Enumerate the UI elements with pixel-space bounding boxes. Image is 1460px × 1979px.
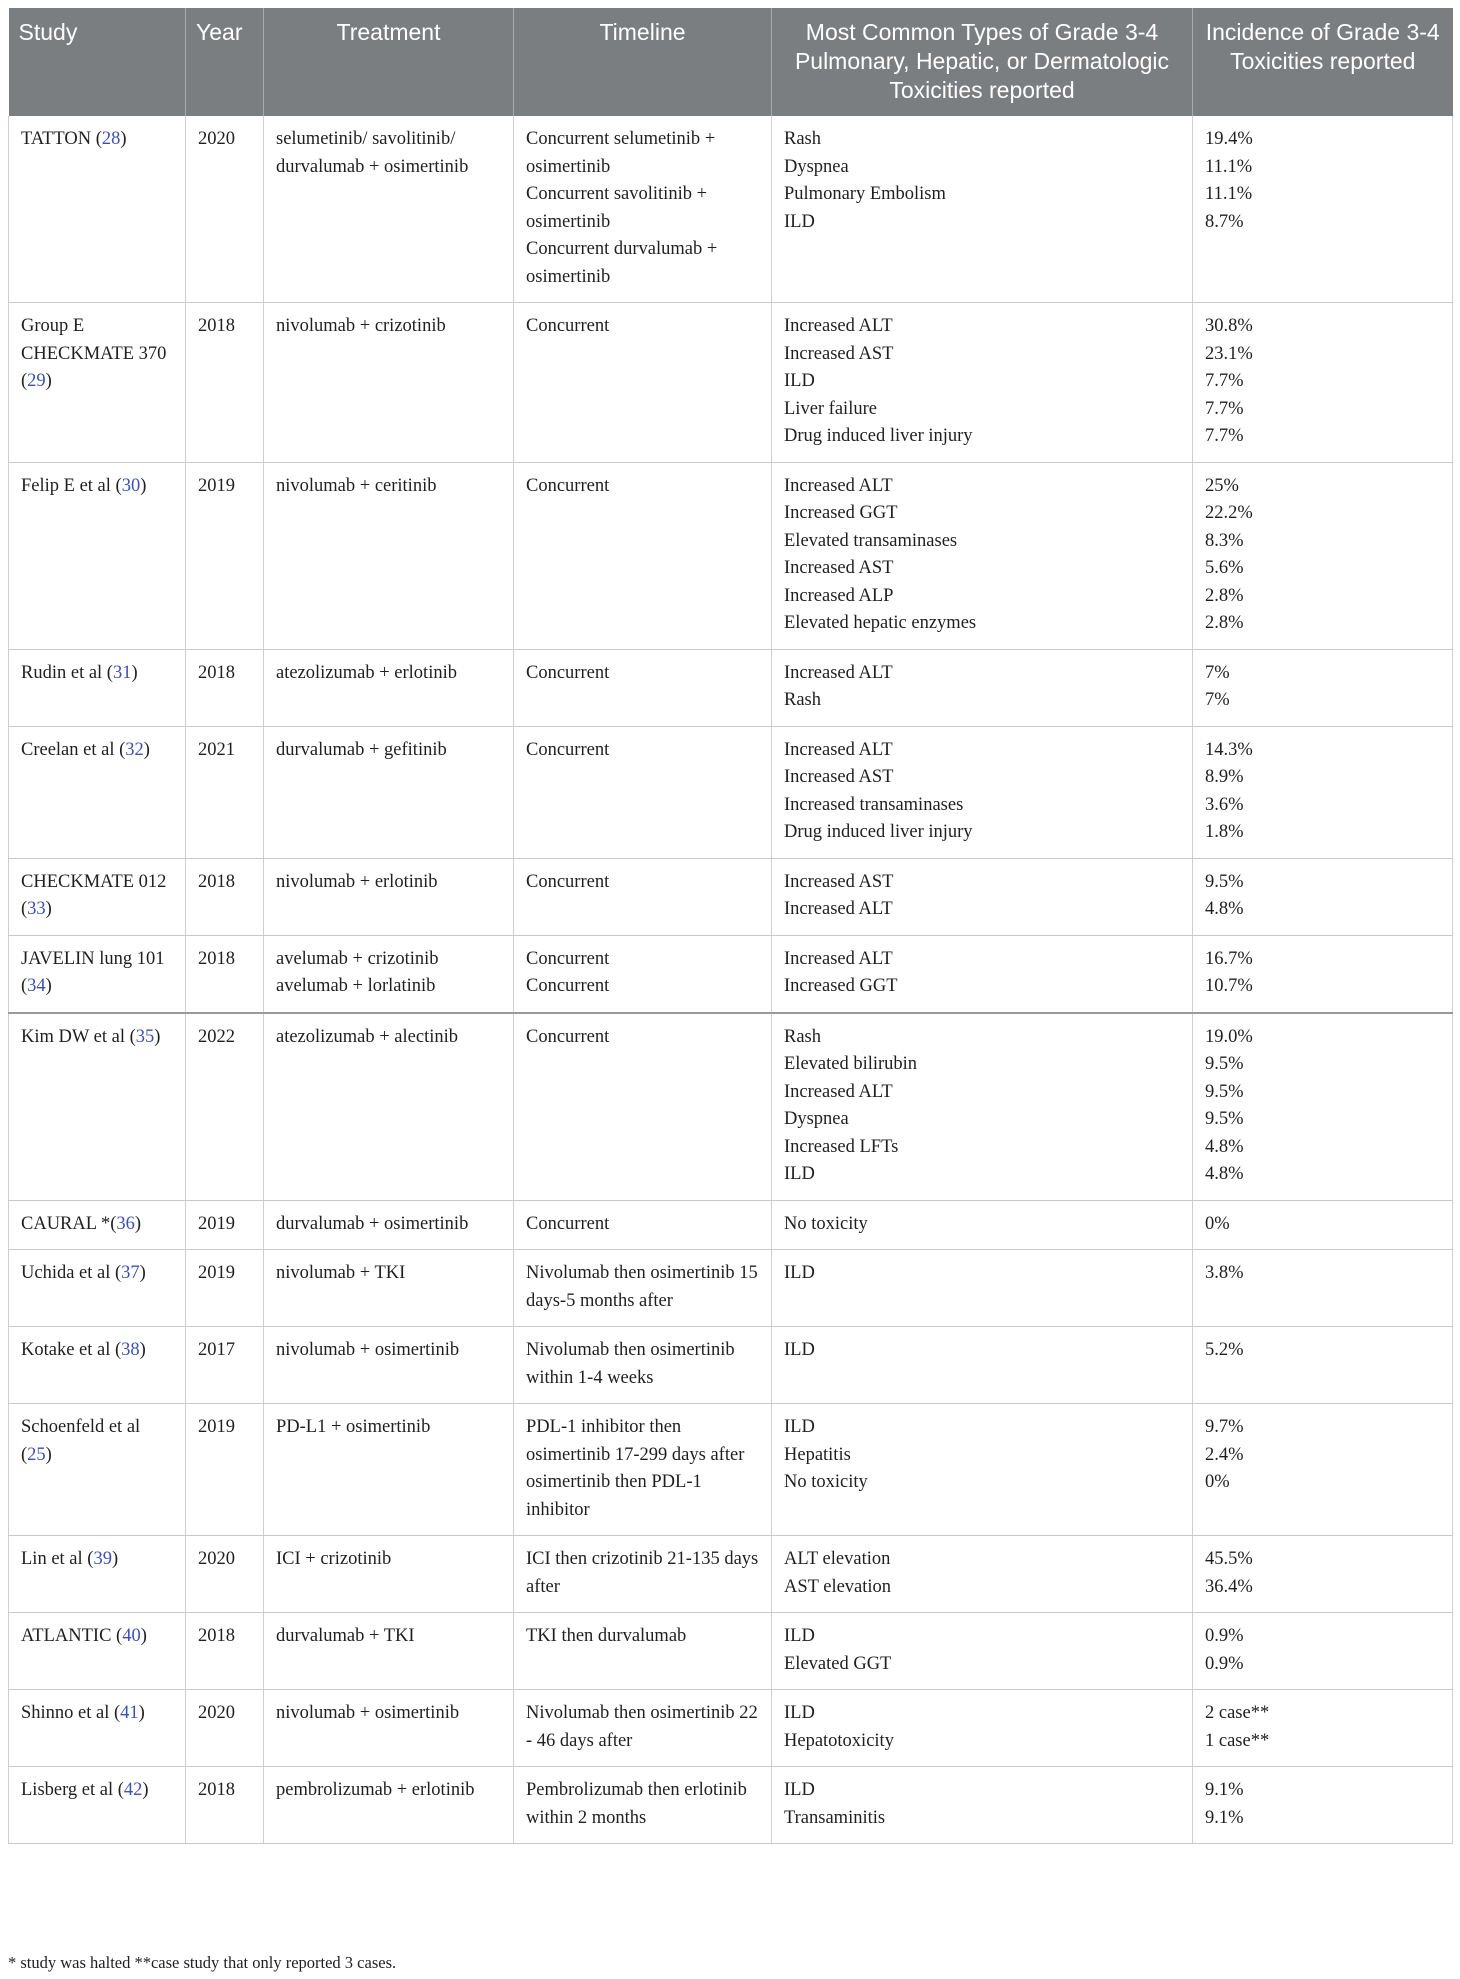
cell-study	[9, 649, 186, 726]
cell-incidence	[1193, 1767, 1453, 1844]
cell-timeline	[514, 858, 772, 935]
study-name: Felip E et al (	[21, 475, 122, 496]
incidence-line: 8.3%	[1205, 530, 1244, 551]
incidence-line: 9.5%	[1205, 1081, 1244, 1102]
reference-link[interactable]: 33	[27, 899, 46, 919]
incidence-line: 3.8%	[1205, 1263, 1244, 1283]
table-row	[9, 1404, 1453, 1536]
timeline-line: Concurrent selumetinib + osimertinib	[526, 129, 716, 177]
cell-study	[9, 116, 186, 303]
cell-treatment	[264, 1200, 514, 1250]
cell-study	[9, 462, 186, 649]
incidence-line: 5.2%	[1205, 1340, 1244, 1360]
incidence-line: 30.8%	[1205, 316, 1253, 336]
incidence-line: 4.8%	[1205, 1136, 1244, 1157]
types-line: Rash	[784, 129, 821, 149]
incidence-line: 4.8%	[1205, 899, 1244, 919]
study-name-close: )	[140, 475, 147, 496]
treatment-line: PD-L1 + osimertinib	[276, 1417, 431, 1437]
types-line: Increased transaminases	[784, 794, 964, 815]
incidence-line: 25%	[1205, 475, 1239, 496]
header-study: Study	[9, 8, 186, 116]
cell-study	[9, 1327, 186, 1404]
treatment-line: durvalumab + gefitinib	[276, 739, 447, 760]
timeline-line: Concurrent	[526, 1026, 610, 1047]
cell-incidence	[1193, 303, 1453, 463]
types-line: No toxicity	[784, 1213, 868, 1234]
cell-timeline	[514, 1536, 772, 1613]
treatment-line: avelumab + lorlatinib	[276, 976, 436, 996]
cell-types	[772, 1767, 1193, 1844]
treatment-line: nivolumab + crizotinib	[276, 316, 446, 336]
types-line: Hepatotoxicity	[784, 1730, 894, 1751]
types-line: Transaminitis	[784, 1807, 886, 1828]
cell-incidence	[1193, 1250, 1453, 1327]
study-name-close: )	[45, 371, 52, 391]
cell-types	[772, 726, 1193, 858]
treatment-line: nivolumab + osimertinib	[276, 1703, 460, 1723]
types-line: Liver failure	[784, 398, 877, 419]
reference-link[interactable]: 34	[27, 976, 46, 996]
cell-treatment	[264, 1327, 514, 1404]
treatment-line: nivolumab + TKI	[276, 1263, 406, 1283]
cell-year: 2018	[186, 649, 264, 726]
treatment-line: pembrolizumab + erlotinib	[276, 1780, 475, 1800]
cell-types	[772, 303, 1193, 463]
study-name: Creelan et al (	[21, 739, 126, 760]
timeline-line: osimertinib then PDL-1 inhibitor	[526, 1472, 702, 1520]
cell-timeline	[514, 1613, 772, 1690]
timeline-line: PDL-1 inhibitor then osimertinib 17-299 days after	[526, 1417, 745, 1465]
cell-year: 2018	[186, 1767, 264, 1844]
study-name-close: )	[143, 739, 150, 760]
reference-link[interactable]: 35	[135, 1026, 155, 1047]
study-name: Shinno et al (	[21, 1703, 121, 1723]
cell-treatment	[264, 858, 514, 935]
toxicity-table-container	[8, 8, 1452, 1844]
cell-study	[9, 858, 186, 935]
reference-link[interactable]: 40	[122, 1626, 141, 1646]
cell-incidence	[1193, 1327, 1453, 1404]
incidence-line: 9.1%	[1205, 1780, 1244, 1800]
incidence-line: 36.4%	[1205, 1576, 1253, 1597]
types-line: Increased ALT	[784, 1081, 893, 1102]
cell-incidence	[1193, 935, 1453, 1013]
timeline-line: Pembrolizumab then erlotinib within 2 months	[526, 1780, 747, 1828]
study-name: Schoenfeld et al (	[21, 1417, 141, 1465]
cell-types	[772, 1327, 1193, 1404]
header-treatment: Treatment	[264, 8, 514, 116]
table-row	[9, 1200, 1453, 1250]
types-line: AST elevation	[784, 1576, 892, 1597]
header-row	[9, 8, 1453, 116]
treatment-line: avelumab + crizotinib	[276, 948, 439, 969]
cell-treatment	[264, 1767, 514, 1844]
cell-year: 2020	[186, 1690, 264, 1767]
treatment-line: atezolizumab + erlotinib	[276, 662, 457, 683]
cell-incidence	[1193, 726, 1453, 858]
cell-treatment	[264, 116, 514, 303]
cell-year: 2020	[186, 1536, 264, 1613]
study-name-close: )	[131, 662, 138, 683]
types-line: Increased ALT	[784, 739, 893, 760]
cell-types	[772, 116, 1193, 303]
types-line: ILD	[784, 211, 815, 232]
table-row	[9, 1250, 1453, 1327]
cell-timeline	[514, 1327, 772, 1404]
incidence-line: 1.8%	[1205, 822, 1244, 842]
cell-timeline	[514, 116, 772, 303]
cell-incidence	[1193, 1613, 1453, 1690]
incidence-line: 2 case**	[1205, 1703, 1270, 1723]
types-line: Increased GGT	[784, 976, 898, 996]
cell-study	[9, 1404, 186, 1536]
header-timeline: Timeline	[514, 8, 772, 116]
table-row	[9, 935, 1453, 1013]
treatment-line: nivolumab + erlotinib	[276, 871, 438, 892]
study-name-close: )	[140, 1626, 147, 1646]
incidence-line: 7.7%	[1205, 371, 1244, 391]
types-line: Elevated GGT	[784, 1653, 892, 1674]
cell-types	[772, 1536, 1193, 1613]
types-line: Pulmonary Embolism	[784, 184, 946, 204]
study-name: Lin et al (	[21, 1549, 94, 1569]
study-name-close: )	[142, 1780, 149, 1800]
cell-year: 2019	[186, 1200, 264, 1250]
types-line: Elevated bilirubin	[784, 1054, 918, 1074]
treatment-line: selumetinib/ savolitinib/ durvalumab + osimertinib	[276, 129, 469, 177]
incidence-line: 9.5%	[1205, 1054, 1244, 1074]
cell-study	[9, 726, 186, 858]
cell-types	[772, 1690, 1193, 1767]
timeline-line: Concurrent	[526, 739, 610, 760]
timeline-line: Nivolumab then osimertinib within 1-4 weeks	[526, 1340, 735, 1388]
table-row	[9, 1767, 1453, 1844]
study-name: Group E CHECKMATE 370 (	[21, 316, 167, 391]
types-line: ILD	[784, 1340, 815, 1360]
cell-incidence	[1193, 116, 1453, 303]
cell-treatment	[264, 1536, 514, 1613]
table-row	[9, 462, 1453, 649]
treatment-line: nivolumab + osimertinib	[276, 1340, 460, 1360]
cell-study	[9, 935, 186, 1013]
table-row	[9, 1327, 1453, 1404]
incidence-line: 23.1%	[1205, 343, 1253, 364]
incidence-line: 14.3%	[1205, 739, 1253, 760]
cell-timeline	[514, 1767, 772, 1844]
header-year: Year	[186, 8, 264, 116]
incidence-line: 16.7%	[1205, 948, 1253, 969]
cell-types	[772, 649, 1193, 726]
study-name: JAVELIN lung 101 (	[21, 948, 165, 996]
incidence-line: 7.7%	[1205, 426, 1244, 446]
table-row	[9, 1536, 1453, 1613]
types-line: Rash	[784, 1026, 821, 1047]
incidence-line: 9.1%	[1205, 1807, 1244, 1828]
cell-study	[9, 1613, 186, 1690]
timeline-line: Concurrent	[526, 662, 610, 683]
study-name: Uchida et al (	[21, 1263, 122, 1283]
cell-year: 2018	[186, 303, 264, 463]
incidence-line: 7%	[1205, 662, 1230, 683]
timeline-line: Nivolumab then osimertinib 15 days-5 months after	[526, 1263, 758, 1311]
cell-timeline	[514, 649, 772, 726]
types-line: ILD	[784, 1703, 815, 1723]
study-name-close: )	[154, 1026, 161, 1047]
study-name: Rudin et al (	[21, 662, 113, 683]
types-line: ILD	[784, 1263, 815, 1283]
cell-treatment	[264, 1250, 514, 1327]
cell-incidence	[1193, 649, 1453, 726]
types-line: Increased AST	[784, 871, 894, 892]
incidence-line: 9.5%	[1205, 1109, 1244, 1129]
incidence-line: 11.1%	[1205, 156, 1253, 177]
timeline-line: Concurrent	[526, 1213, 610, 1234]
cell-year: 2018	[186, 1613, 264, 1690]
study-name-close: )	[139, 1263, 146, 1283]
study-name-close: )	[134, 1213, 142, 1234]
cell-incidence	[1193, 858, 1453, 935]
table-row	[9, 1013, 1453, 1201]
types-line: Increased AST	[784, 767, 894, 787]
incidence-line: 8.9%	[1205, 767, 1244, 787]
types-line: Dyspnea	[784, 1109, 849, 1129]
cell-types	[772, 1613, 1193, 1690]
incidence-line: 11.1%	[1205, 184, 1253, 204]
cell-types	[772, 1404, 1193, 1536]
cell-year: 2019	[186, 1404, 264, 1536]
cell-treatment	[264, 462, 514, 649]
cell-treatment	[264, 1404, 514, 1536]
reference-link[interactable]: 30	[121, 475, 141, 496]
types-line: ILD	[784, 1417, 815, 1437]
study-name-close: )	[111, 1549, 119, 1569]
reference-link[interactable]: 38	[121, 1340, 140, 1360]
cell-treatment	[264, 1690, 514, 1767]
cell-timeline	[514, 1250, 772, 1327]
study-name: Kotake et al (	[21, 1340, 122, 1360]
cell-incidence	[1193, 1200, 1453, 1250]
incidence-line: 10.7%	[1205, 976, 1253, 996]
cell-incidence	[1193, 1404, 1453, 1536]
cell-timeline	[514, 1200, 772, 1250]
timeline-line: Nivolumab then osimertinib 22 - 46 days after	[526, 1703, 758, 1751]
timeline-line: ICI then crizotinib 21-135 days after	[526, 1549, 759, 1597]
incidence-line: 5.6%	[1205, 558, 1244, 578]
study-name-close: )	[139, 1340, 146, 1360]
timeline-line: Concurrent	[526, 948, 610, 969]
cell-timeline	[514, 303, 772, 463]
types-line: ILD	[784, 1780, 815, 1800]
cell-treatment	[264, 935, 514, 1013]
types-line: Increased ALT	[784, 948, 893, 969]
cell-timeline	[514, 1690, 772, 1767]
incidence-line: 4.8%	[1205, 1164, 1244, 1184]
types-line: ILD	[784, 371, 815, 391]
study-name-close: )	[120, 129, 127, 149]
cell-study	[9, 1536, 186, 1613]
reference-link[interactable]: 28	[101, 129, 121, 149]
reference-link[interactable]: 37	[121, 1263, 140, 1283]
cell-incidence	[1193, 462, 1453, 649]
cell-year: 2017	[186, 1327, 264, 1404]
incidence-line: 0%	[1205, 1472, 1230, 1492]
cell-timeline	[514, 726, 772, 858]
table-row	[9, 303, 1453, 463]
study-name: CAURAL *(	[21, 1213, 117, 1234]
table-row	[9, 858, 1453, 935]
types-line: ALT elevation	[784, 1549, 891, 1569]
reference-link[interactable]: 29	[27, 371, 46, 391]
study-name-close: )	[45, 1444, 52, 1465]
types-line: No toxicity	[784, 1472, 868, 1492]
reference-link[interactable]: 25	[27, 1444, 46, 1465]
cell-incidence	[1193, 1690, 1453, 1767]
study-name-close: )	[138, 1703, 145, 1723]
incidence-line: 8.7%	[1205, 211, 1244, 232]
incidence-line: 1 case**	[1205, 1730, 1270, 1751]
table-body	[9, 116, 1453, 1844]
header-toxicity-types: Most Common Types of Grade 3-4 Pulmonary, Hepatic, or Dermatologic Toxicities reported	[772, 8, 1193, 116]
incidence-line: 22.2%	[1205, 503, 1253, 523]
cell-timeline	[514, 462, 772, 649]
timeline-line: Concurrent	[526, 976, 610, 996]
cell-study	[9, 1690, 186, 1767]
cell-treatment	[264, 649, 514, 726]
incidence-line: 19.0%	[1205, 1026, 1253, 1047]
cell-year: 2020	[186, 116, 264, 303]
incidence-line: 0%	[1205, 1213, 1230, 1234]
incidence-line: 19.4%	[1205, 129, 1253, 149]
toxicity-table	[8, 8, 1453, 1844]
incidence-line: 7.7%	[1205, 398, 1244, 419]
study-name: Lisberg et al (	[21, 1780, 124, 1800]
types-line: Drug induced liver injury	[784, 822, 973, 842]
types-line: Elevated transaminases	[784, 530, 958, 551]
cell-types	[772, 1013, 1193, 1201]
table-footnote: * study was halted **case study that only reported 3 cases.	[8, 1953, 397, 1972]
header-incidence: Incidence of Grade 3-4 Toxicities reported	[1193, 8, 1453, 116]
reference-link[interactable]: 36	[116, 1213, 135, 1234]
cell-types	[772, 1200, 1193, 1250]
types-line: Increased AST	[784, 343, 894, 364]
cell-treatment	[264, 1613, 514, 1690]
incidence-line: 0.9%	[1205, 1653, 1244, 1674]
incidence-line: 45.5%	[1205, 1549, 1253, 1569]
reference-link[interactable]: 42	[123, 1780, 143, 1800]
timeline-line: Concurrent	[526, 475, 610, 496]
types-line: Increased GGT	[784, 503, 898, 523]
cell-treatment	[264, 303, 514, 463]
cell-treatment	[264, 726, 514, 858]
study-name: CHECKMATE 012 (	[21, 871, 167, 919]
table-row	[9, 649, 1453, 726]
types-line: Increased AST	[784, 558, 894, 578]
types-line: Rash	[784, 690, 821, 710]
table-row	[9, 116, 1453, 303]
incidence-line: 2.4%	[1205, 1444, 1244, 1465]
study-name: TATTON (	[21, 129, 102, 149]
cell-year: 2021	[186, 726, 264, 858]
cell-study	[9, 303, 186, 463]
reference-link[interactable]: 32	[125, 739, 144, 760]
study-name-close: )	[45, 976, 52, 996]
treatment-line: nivolumab + ceritinib	[276, 475, 437, 496]
types-line: Elevated hepatic enzymes	[784, 613, 977, 633]
table-row	[9, 1613, 1453, 1690]
cell-timeline	[514, 1404, 772, 1536]
reference-link[interactable]: 39	[93, 1549, 112, 1569]
treatment-line: durvalumab + osimertinib	[276, 1213, 469, 1234]
cell-treatment	[264, 1013, 514, 1201]
types-line: Increased ALT	[784, 316, 893, 336]
types-line: Increased LFTs	[784, 1136, 899, 1157]
types-line: Dyspnea	[784, 156, 849, 177]
cell-study	[9, 1250, 186, 1327]
cell-types	[772, 462, 1193, 649]
incidence-line: 7%	[1205, 690, 1230, 710]
types-line: Increased ALP	[784, 585, 894, 606]
cell-study	[9, 1013, 186, 1201]
timeline-line: Concurrent	[526, 316, 610, 336]
cell-year: 2018	[186, 858, 264, 935]
table-row	[9, 1690, 1453, 1767]
incidence-line: 3.6%	[1205, 794, 1244, 815]
cell-year: 2019	[186, 462, 264, 649]
types-line: Increased ALT	[784, 475, 893, 496]
cell-timeline	[514, 1013, 772, 1201]
cell-incidence	[1193, 1013, 1453, 1201]
table-header	[9, 8, 1453, 116]
cell-types	[772, 1250, 1193, 1327]
types-line: Increased ALT	[784, 662, 893, 683]
incidence-line: 0.9%	[1205, 1626, 1244, 1646]
incidence-line: 2.8%	[1205, 613, 1244, 633]
types-line: ILD	[784, 1626, 815, 1646]
timeline-line: Concurrent	[526, 871, 610, 892]
timeline-line: TKI then durvalumab	[526, 1626, 687, 1646]
cell-timeline	[514, 935, 772, 1013]
table-row	[9, 726, 1453, 858]
treatment-line: ICI + crizotinib	[276, 1549, 392, 1569]
types-line: Drug induced liver injury	[784, 426, 973, 446]
incidence-line: 9.7%	[1205, 1417, 1244, 1437]
types-line: Hepatitis	[784, 1444, 851, 1465]
cell-incidence	[1193, 1536, 1453, 1613]
cell-study	[9, 1200, 186, 1250]
treatment-line: atezolizumab + alectinib	[276, 1026, 458, 1047]
reference-link[interactable]: 41	[120, 1703, 139, 1723]
treatment-line: durvalumab + TKI	[276, 1626, 415, 1646]
reference-link[interactable]: 31	[112, 662, 132, 683]
study-name: Kim DW et al (	[21, 1026, 136, 1047]
cell-year: 2019	[186, 1250, 264, 1327]
study-name: ATLANTIC (	[21, 1626, 123, 1646]
timeline-line: Concurrent savolitinib + osimertinib	[526, 184, 708, 232]
cell-year: 2018	[186, 935, 264, 1013]
types-line: ILD	[784, 1164, 815, 1184]
types-line: Increased ALT	[784, 899, 893, 919]
cell-types	[772, 858, 1193, 935]
cell-study	[9, 1767, 186, 1844]
timeline-line: Concurrent durvalumab + osimertinib	[526, 239, 718, 287]
cell-types	[772, 935, 1193, 1013]
incidence-line: 2.8%	[1205, 585, 1244, 606]
incidence-line: 9.5%	[1205, 871, 1244, 892]
study-name-close: )	[45, 899, 52, 919]
cell-year: 2022	[186, 1013, 264, 1201]
